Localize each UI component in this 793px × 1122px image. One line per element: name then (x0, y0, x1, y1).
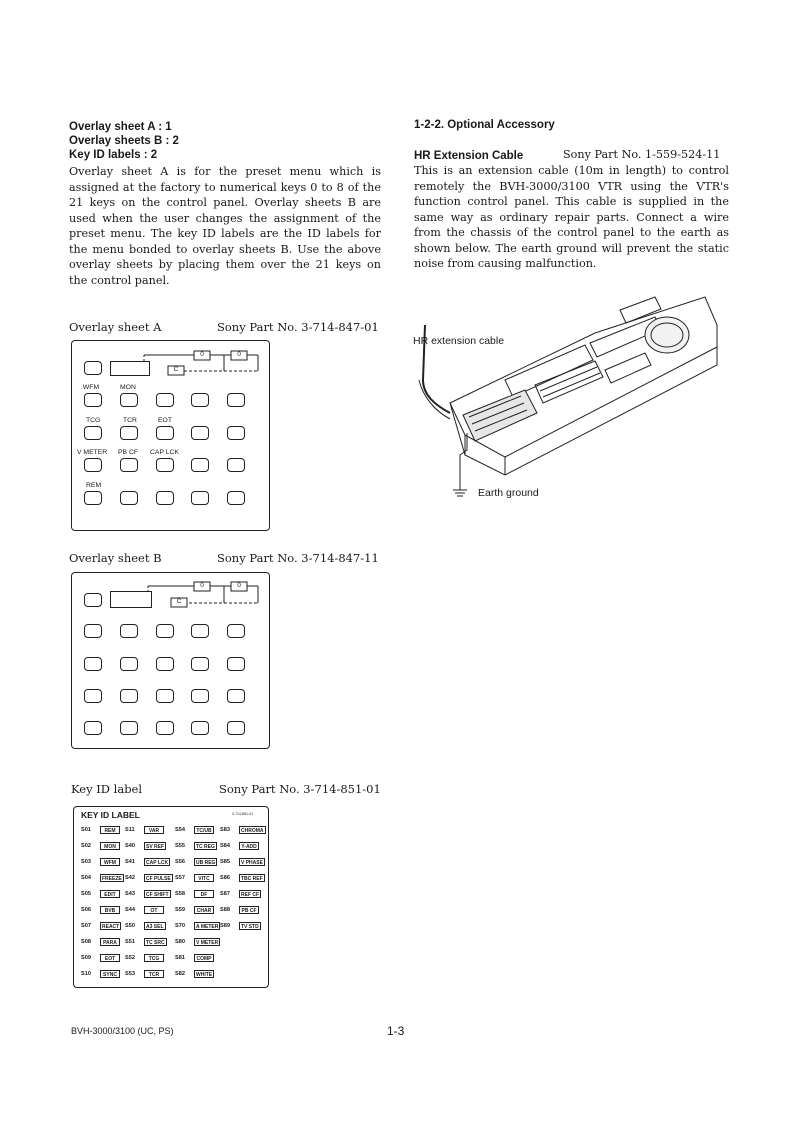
label-row: S10 SYNC (81, 970, 120, 978)
heading-line: Overlay sheets B : 2 (69, 135, 179, 147)
overlay-key (156, 458, 174, 472)
label-row: S02 MON (81, 842, 120, 850)
overlay-key (84, 426, 102, 440)
overlay-key (84, 721, 102, 735)
overlay-key (120, 689, 138, 703)
label-row: S56 UB REG (175, 859, 216, 866)
key-id-small-part: 3-714-851-01 (232, 812, 254, 816)
sheet-a-caption: Overlay sheet A (69, 320, 162, 334)
label-row: S89 TV STD (220, 923, 259, 930)
sheet-a-part-number: Sony Part No. 3-714-847-01 (217, 320, 379, 334)
label-row: S55 TC REG (175, 843, 215, 850)
label-row: S58 DF (175, 890, 214, 898)
overlay-key (227, 624, 245, 638)
sheet-b-part-number: Sony Part No. 3-714-847-11 (217, 551, 379, 565)
key-label: V METER (77, 449, 108, 456)
overlay-key (120, 657, 138, 671)
overlay-key (120, 393, 138, 407)
cable-description: This is an extension cable (10m in length) to control remotely the BVH-3000/3100 VTR using the VTR's function control panel. This cable is supplied in the same way as ordinary repair parts. Connect a wire from the chassis of the control panel to the earth as shown below. The earth ground will prevent the static noise from causing malfunction. (414, 164, 729, 270)
overlay-key (156, 689, 174, 703)
overlay-key (191, 689, 209, 703)
overlay-key (191, 393, 209, 407)
label-row: S80 V METER (175, 939, 219, 946)
key-label: TCG (86, 417, 101, 424)
key-label: PB CF (118, 449, 139, 456)
overlay-key (84, 624, 102, 638)
overlay-key (191, 458, 209, 472)
overlay-key (120, 624, 138, 638)
overlay-key (156, 393, 174, 407)
overlay-key (84, 491, 102, 505)
overlay-key (84, 458, 102, 472)
mark-0: 0 (237, 351, 241, 358)
label-row: S84 Y-ADD (220, 842, 259, 850)
overlay-key (227, 491, 245, 505)
footer-model: BVH-3000/3100 (UC, PS) (71, 1026, 174, 1036)
label-row: S44 OT (125, 906, 164, 914)
cable-label: HR extension cable (413, 335, 505, 347)
label-row: S07 REACT (81, 923, 120, 930)
label-row: S57 VITC (175, 874, 214, 882)
key-id-part-number: Sony Part No. 3-714-851-01 (219, 782, 381, 796)
key-id-label-sheet (73, 806, 269, 988)
overlay-key (84, 361, 102, 375)
label-row: S70 A METER (175, 923, 219, 930)
label-row: S50 A3 SEL (125, 923, 164, 930)
key-label: CAP LCK (150, 449, 179, 456)
overlay-key (227, 721, 245, 735)
label-row: S54 TC/UB (175, 826, 214, 834)
overlay-key (191, 426, 209, 440)
overlay-sheet-b (71, 572, 270, 749)
label-row: S87 REF CF (220, 891, 260, 898)
label-row: S83 CHROMA (220, 827, 264, 834)
overlay-heading (69, 120, 389, 162)
wide-key (110, 361, 150, 376)
overlay-key (120, 491, 138, 505)
label-row: S09 EOT (81, 954, 120, 962)
overlay-key (84, 689, 102, 703)
overlay-description: Overlay sheet A is for the preset menu which is assigned at the factory to numerical keys 0 to 8 of the 21 keys on the control panel. Overlay sheets B are used when the user changes the assignment of the preset menu. The key ID labels are the ID labels for the menu bonded to overlay sheets B. Use the above overlay sheets by placing them over the 21 keys on the control panel. (69, 165, 381, 287)
mark-0: 0 (237, 582, 241, 589)
mark-c: C (176, 598, 182, 605)
overlay-key (120, 458, 138, 472)
overlay-key (191, 624, 209, 638)
label-row: S59 CHAR (175, 906, 214, 914)
overlay-key (84, 657, 102, 671)
overlay-key (191, 491, 209, 505)
label-row: S82 WHITE (175, 971, 213, 978)
cable-part-number: Sony Part No. 1-559-524-11 (563, 148, 721, 161)
label-row: S41 CAP LCK (125, 859, 169, 866)
overlay-key (227, 393, 245, 407)
label-row: S86 TBC REF (220, 875, 263, 882)
overlay-sheet-a (71, 340, 270, 531)
overlay-key (191, 657, 209, 671)
label-row: S53 TCR (125, 970, 164, 978)
key-id-title: KEY ID LABEL (81, 810, 140, 820)
mark-c: C (173, 366, 179, 373)
label-row: S88 PB CF (220, 906, 259, 914)
label-row: S85 V PHASE (220, 859, 263, 866)
mark-0: 0 (200, 351, 204, 358)
label-row: S42 CF PULSE (125, 875, 171, 882)
overlay-key (227, 689, 245, 703)
overlay-key (156, 721, 174, 735)
label-row: S06 BVB (81, 906, 120, 914)
overlay-key (120, 721, 138, 735)
label-row: S05 EDIT (81, 890, 120, 898)
overlay-key (84, 393, 102, 407)
control-panel-illustration (405, 285, 725, 505)
mark-0: 0 (200, 582, 204, 589)
heading-line: Key ID labels : 2 (69, 149, 158, 161)
overlay-key (156, 657, 174, 671)
overlay-key (227, 458, 245, 472)
key-label: TCR (123, 417, 137, 424)
key-label: EOT (158, 417, 172, 424)
label-row: S11 VAR (125, 826, 164, 834)
label-row: S51 TC SRC (125, 939, 165, 946)
label-row: S52 TCG (125, 954, 164, 962)
overlay-key (191, 721, 209, 735)
overlay-key (84, 593, 102, 607)
overlay-key (156, 426, 174, 440)
page-number: 1-3 (387, 1024, 405, 1038)
sheet-b-caption: Overlay sheet B (69, 551, 162, 565)
overlay-key (227, 657, 245, 671)
heading-line: Overlay sheet A : 1 (69, 121, 172, 133)
cable-name: HR Extension Cable (414, 150, 524, 162)
overlay-key (227, 426, 245, 440)
label-row: S03 WFM (81, 858, 120, 866)
label-row: S04 FREEZE (81, 875, 122, 882)
label-row: S08 PARA (81, 938, 120, 946)
wide-key (110, 591, 152, 608)
overlay-key (120, 426, 138, 440)
overlay-key (156, 624, 174, 638)
label-row: S81 COMP (175, 954, 214, 962)
label-row: S43 CF SHIFT (125, 891, 169, 898)
overlay-key (156, 491, 174, 505)
key-label: REM (86, 482, 102, 489)
key-label: .WFM (81, 384, 100, 391)
key-id-caption: Key ID label (71, 782, 143, 796)
key-label: MON (120, 384, 136, 391)
label-row: S01 REM (81, 826, 120, 834)
label-row: S40 SV REF (125, 843, 165, 850)
ground-label: Earth ground (478, 487, 539, 499)
section-heading: 1-2-2. Optional Accessory (414, 119, 555, 131)
